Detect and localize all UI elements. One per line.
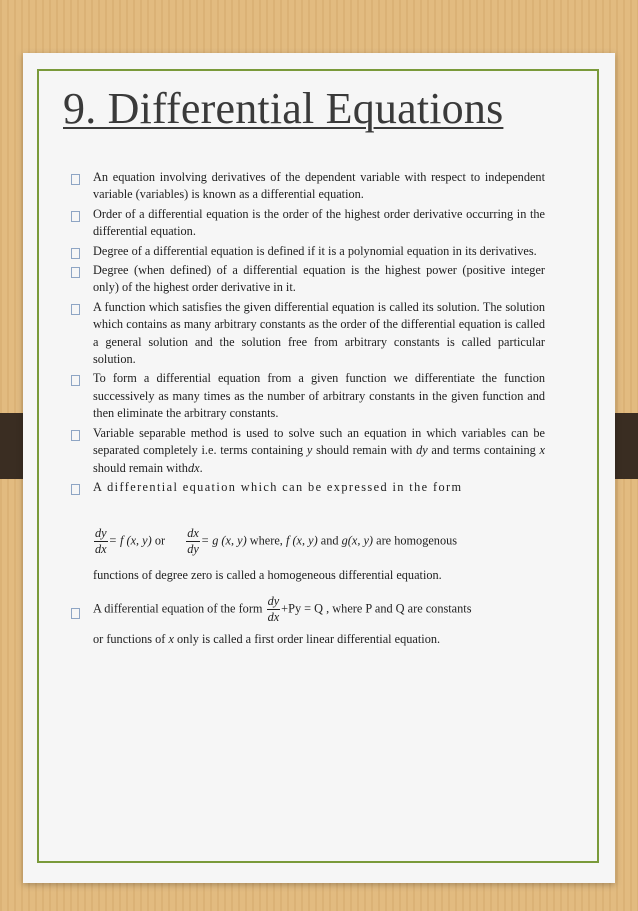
list-item: Degree of a differential equation is defined if it is a polynomial equation in its derivatives. bbox=[93, 243, 545, 260]
checkbox-bullet-icon bbox=[71, 304, 80, 315]
list-item: A differential equation which can be expressed in the form bbox=[93, 479, 545, 496]
paper-sheet bbox=[23, 53, 615, 883]
linear-equation-text: or functions of x only is called a first order linear differential equation. bbox=[93, 632, 441, 646]
list-item: A function which satisfies the given differential equation is called its solution. The solution which contains as many arbitrary constants as the order of the differential equation is called a general solution and the solution free from arbitrary constants is called particular solution. bbox=[93, 299, 545, 369]
checkbox-bullet-icon bbox=[71, 248, 80, 259]
fraction-dy-dx: $\frac{dy}{dx}$ bbox=[95, 526, 107, 556]
checkbox-bullet-icon bbox=[71, 267, 80, 278]
list-item: Order of a differential equation is the order of the highest order derivative occurring in the differential equation. bbox=[93, 206, 545, 241]
linear-equation: A differential equation of the form $\frac{dy}{dx}$ +Py = Q , where P and Q are constants bbox=[93, 594, 545, 634]
checkbox-bullet-icon bbox=[71, 211, 80, 222]
checkbox-bullet-icon bbox=[71, 484, 80, 495]
list-item: Variable separable method is used to solve such an equation in which variables can be separated completely i.e. terms containing y should remain with dy and terms containing x should remain withdx. bbox=[93, 425, 545, 477]
checkbox-bullet-icon bbox=[71, 608, 80, 619]
list-item: Degree (when defined) of a differential equation is the highest power (positive integer only) of the highest order derivative in it. bbox=[93, 262, 545, 297]
list-item: An equation involving derivatives of the dependent variable with respect to independent variable (variables) is known as a differential equation. bbox=[93, 169, 545, 204]
page-title: 9. Differential Equations bbox=[63, 84, 504, 133]
bullet-list bbox=[93, 169, 545, 498]
checkbox-bullet-icon bbox=[71, 375, 80, 386]
checkbox-bullet-icon bbox=[71, 430, 80, 441]
checkbox-bullet-icon bbox=[71, 174, 80, 185]
fraction-dx-dy: $\frac{dx}{dy}$ bbox=[187, 526, 199, 556]
homogeneous-equation-text: functions of degree zero is called a homogeneous differential equation. bbox=[93, 568, 442, 582]
homogeneous-equation: $\frac{dy}{dx}$ = f (x, y) or $\frac{dx}{dy}$ = g (x, y) where, f (x, y) and g(x, y) are homogenous bbox=[95, 526, 458, 556]
list-item: To form a differential equation from a given function we differentiate the function successively as many times as the number of arbitrary constants in the given function and then eliminate the arbitrary constants. bbox=[93, 370, 545, 422]
fraction-dy-dx: $\frac{dy}{dx}$ bbox=[267, 594, 280, 624]
